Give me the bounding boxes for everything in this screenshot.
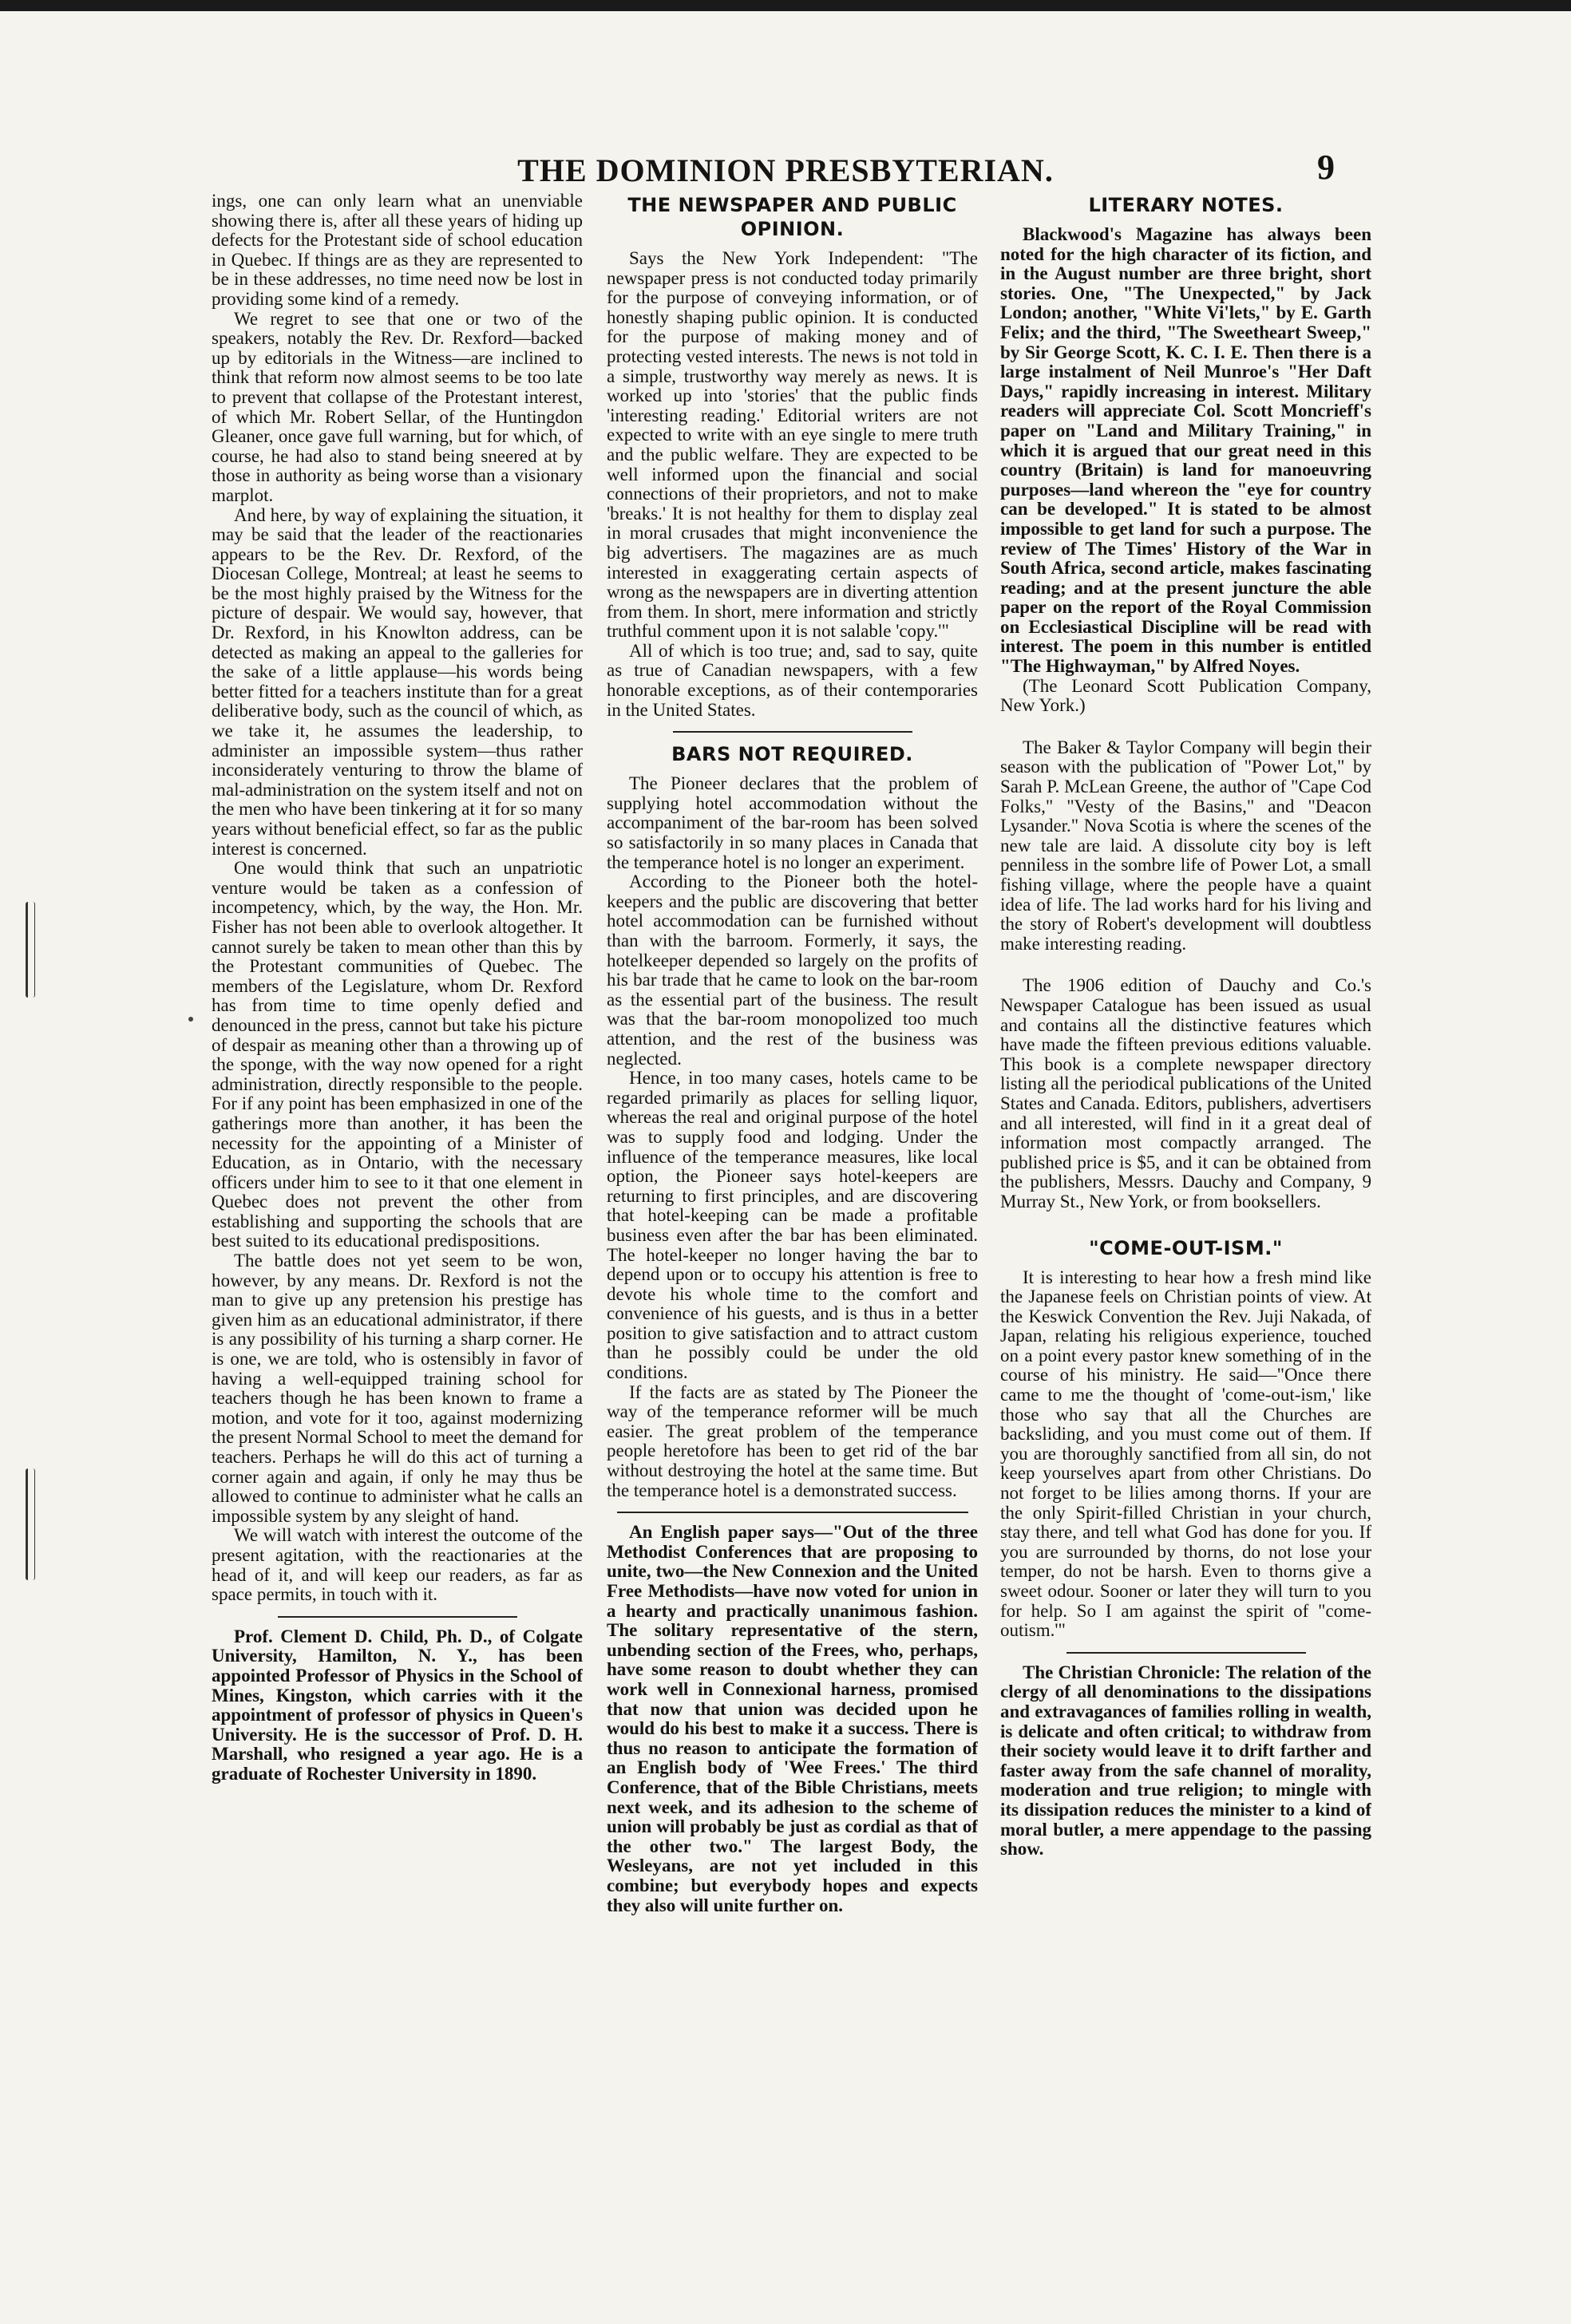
column-middle	[607, 192, 978, 2235]
section-rule	[278, 1616, 517, 1618]
column-left	[212, 192, 583, 2235]
paragraph: Says the New York Independent: "The newspaper press is not conducted today primarily for the purpose of conveying information, or of honestly shaping public opinion. It is conducted for the purpose of making money and of protecting vested interests. The news is not told in a simple, trustworthy way merely as news. It is worked up into 'stories' that the public finds 'interesting reading.' Editorial writers are not expected to write with an eye single to mere truth and the public welfare. They are expected to be well informed upon the financial and social connections of their proprietors, and not to make 'breaks.' It is not healthy for them to display zeal in moral crusades that might inconvenience the big advertisers. The magazines are as much interested in exaggerating certain aspects of wrong as the newspapers are in diverting attention from them. In short, mere information and strictly truthful comment upon it is not salable 'copy.'"	[607, 248, 978, 642]
paragraph: ings, one can only learn what an unenviable showing there is, after all these years of hiding up defects for the Protestant side of school education in Quebec. If things are as they are represented to be in these addresses, no time need now be lost in providing some kind of a remedy.	[212, 192, 583, 309]
paragraph: The battle does not yet seem to be won, however, by any means. Dr. Rexford is not the man to give up any pretension his prestige has given him as an educational administrator, if there is any possibility of his turning a sharp corner. He is one, we are told, who is ostensibly in favor of having a well-equipped training school for teachers though he has been known to frame a motion, and vote for it too, against modernizing the present Normal School to meet the demand for teachers. Perhaps he will do this act of turning a corner again and again, if only he may thus be allowed to continue to administer what he calls an impossible system by any sleight of hand.	[212, 1251, 583, 1526]
paragraph: Blackwood's Magazine has always been noted for the high character of its fiction, and in the August number are three bright, short stories. One, "The Unexpected," by Jack London; another, "White Vi'lets," by E. Garth Felix; and the third, "The Sweetheart Sweep," by Sir George Scott, K. C. I. E. Then there is a large instalment of Neil Munroe's "Her Daft Days," rapidly increasing in interest. Military readers will appreciate Col. Scott Moncrieff's paper on "Land and Military Training," in which it is argued that our great need in this country (Britain) is land for manoeuvring purposes—land whereon the "eye for country can be developed." It is stated to be almost impossible to get land for such a purpose. The review of The Times' History of the War in South Africa, second article, makes fascinating reading; and at the present juncture the able paper on the report of the Royal Commission on Ecclesiastical Discipline will be read with interest. The poem in this number is entitled "The Highwayman," by Alfred Noyes.	[1000, 224, 1371, 677]
column-right	[1000, 192, 1371, 2235]
section-rule	[617, 1512, 968, 1513]
article-heading: BARS NOT REQUIRED.	[671, 743, 913, 766]
article-heading: "COME-OUT-ISM."	[1089, 1236, 1283, 1259]
top-border	[0, 0, 1571, 11]
paragraph: It is interesting to hear how a fresh mind like the Japanese feels on Christian points of view. At the Keswick Convention the Rev. Juji Nakada, of Japan, relating his religious experience, touched on a point every pastor knew something of in the course of his ministry. He said—"Once there came to me the thought of 'come-out-ism,' like those who say that all the Churches are backsliding, and you must come out of them. If you are thoroughly sanctified from all sin, do not keep yourselves apart from other Christians. Do not forget to be lilies among thorns. If your are the only Spirit-filled Christian in your church, stay there, and tell what God has done for you. If you are surrounded by thorns, do not lose your temper, do not be harsh. Even to thorns give a sweet odour. Sooner or later they will turn to you for help. So I am against the spirit of "come-outism.'"	[1000, 1267, 1371, 1641]
news-item: An English paper says—"Out of the three Methodist Conferences that are proposing to unite, two—the New Connexion and the United Free Methodists—have now voted for union in a hearty and practically unanimous fashion. The solitary representative of the stern, unbending section of the Frees, who, perhaps, have some reason to doubt whether they can work well in Connexional harness, promised that now that union was decided upon he would do his best to make it a success. There is thus no reason to anticipate the formation of an English body of 'Wee Frees.' The third Conference, that of the Bible Christians, meets next week, and its adhesion to the scheme of union will probably be just as cordial as that of the other two." The largest Body, the Wesleyans, are not yet included in this combine; but everybody hopes and expects they also will unite further on.	[607, 1522, 978, 1915]
paragraph: According to the Pioneer both the hotel-keepers and the public are discovering that better hotel accommodation can be furnished without than with the barroom. Formerly, it says, the hotelkeeper depended so largely on the profits of his bar trade that he came to look on the bar-room as the essential part of the business. The result was that the bar-room monopolized too much attention, and the rest of the business was neglected.	[607, 872, 978, 1069]
paragraph: (The Leonard Scott Publication Company, New York.)	[1000, 675, 1371, 716]
spacer	[1000, 954, 1371, 976]
paragraph: We will watch with interest the outcome of the present agitation, with the reactionaries at the head of it, and will keep our readers, as far as space permits, in touch with it.	[212, 1525, 583, 1605]
paragraph: All of which is too true; and, sad to say, quite as true of Canadian newspapers, with a few honorable exceptions, as of their contemporaries in the United States.	[607, 640, 978, 720]
paragraph: The Baker & Taylor Company will begin their season with the publication of "Power Lot," by Sarah P. McLean Greene, the author of "Cape Cod Folks," "Vesty of the Basins," and "Deacon Lysander." Nova Scotia is where the scenes of the new tale are laid. A dissolute city boy is left penniless in the sombre life of Power Lot, a small fishing village, where the people have a quaint idea of life. The lad works hard for his living and the story of Robert's development will doubtless make interesting reading.	[1000, 737, 1371, 954]
spacer	[1000, 1212, 1371, 1235]
section-rule	[673, 731, 912, 733]
news-item: Prof. Clement D. Child, Ph. D., of Colgate University, Hamilton, N. Y., has been appointed Professor of Physics in the School of Mines, Kingston, which carries with it the appointment of professor of physics in Queen's University. He is the successor of Prof. D. H. Marshall, who resigned a year ago. He is a graduate of Rochester University in 1890.	[212, 1626, 583, 1784]
article-heading: THE NEWSPAPER AND PUBLIC OPINION.	[627, 194, 957, 240]
running-head: THE DOMINION PRESBYTERIAN.	[517, 152, 1054, 188]
paragraph: One would think that such an unpatriotic venture would be taken as a confession of incompetency, which, by the way, the Hon. Mr. Fisher has not been able to overlook altogether. It cannot surely be taken to mean other than this by the Protestant communities of Quebec. The members of the Legislature, whom Dr. Rexford has from time to time openly defied and denounced in the press, cannot but take his picture of despair as meaning other than a throwing up of the sponge, with the way now opened for a right administration, directly responsible to the people. For if any point has been emphasized in one of the gatherings more than another, it has been the necessity for the appointing of a Minister of Education, as in Ontario, with the necessary officers under him to see to it that one element in Quebec does not prevent the other from establishing and supporting the schools that are best suited to its educational predispositions.	[212, 858, 583, 1251]
binding-mark	[26, 902, 35, 998]
news-item: The Christian Chronicle: The relation of the clergy of all denominations to the dissipations and extravagances of families rolling in wealth, is delicate and often critical; to withdraw from their society would leave it to drift farther and faster away from the safe channel of morality, moderation and true religion; to mingle with its dissipation reduces the minister to a kind of moral butler, a mere appendage to the passing show.	[1000, 1662, 1371, 1860]
section-rule	[1066, 1652, 1306, 1654]
paragraph: The 1906 edition of Dauchy and Co.'s Newspaper Catalogue has been issued as usual and contains all the distinctive features which have made the fifteen previous editions valuable. This book is a complete newspaper directory listing all the periodical publications of the United States and Canada. Editors, publishers, advertisers and all interested, will find in it a great deal of information most compactly arranged. The published price is $5, and it can be obtained from the publishers, Messrs. Dauchy and Company, 9 Murray St., New York, or from booksellers.	[1000, 975, 1371, 1211]
margin-dot	[188, 1017, 193, 1022]
binding-mark	[26, 1468, 35, 1580]
spacer	[1000, 716, 1371, 738]
page-number: 9	[1317, 148, 1335, 187]
paragraph: Hence, in too many cases, hotels came to be regarded primarily as places for selling liquor, whereas the real and original purpose of the hotel was to supply food and lodging. Under the influence of the temperance measures, like local option, the Pioneer says hotel-keepers are returning to first principles, and are discovering that hotel-keeping can be made a profitable business even after the bar has been eliminated. The hotel-keeper no longer having the bar to depend upon or to occupy his attention is free to devote his whole time to the comfort and convenience of his guests, and is thus in a better position to give satisfaction and to attract custom than he possibly could be under the old conditions.	[607, 1068, 978, 1383]
paragraph: If the facts are as stated by The Pioneer the way of the temperance reformer will be much easier. The great problem of the temperance people heretofore has been to get rid of the bar without destroying the hotel at the same time. But the temperance hotel is a demonstrated success.	[607, 1381, 978, 1500]
article-heading: LITERARY NOTES.	[1088, 194, 1284, 216]
paragraph: We regret to see that one or two of the speakers, notably the Rev. Dr. Rexford—backed up by editorials in the Witness—are inclined to think that reform now almost seems to be too late to prevent that collapse of the Protestant interest, of which Mr. Robert Sellar, of the Huntingdon Gleaner, once gave full warning, but for which, of course, he had also to stand being sneered at by those in authority as being worse than a visionary marplot.	[212, 308, 583, 505]
paragraph: The Pioneer declares that the problem of supplying hotel accommodation without the accompaniment of the bar-room has been solved so satisfactorily in so many places in Canada that the temperance hotel is no longer an experiment.	[607, 773, 978, 872]
paragraph: And here, by way of explaining the situation, it may be said that the leader of the reactionaries appears to be the Rev. Dr. Rexford, of the Diocesan College, Montreal; at least he seems to be the most highly praised by the Witness for the picture of despair. We would say, however, that Dr. Rexford, in his Knowlton address, can be detected as making an appeal to the galleries for the sake of a little applause—his words being better fitted for a teachers institute than for a great deliberative body, such as the council of which, as we take it, he assumes the leadership, to administer an impossible system—thus rather inconsiderately venturing to throw the blame of mal-administration on the system itself and not on the men who have been tinkering at it for so many years without beneficial effect, so far as the public interest is concerned.	[212, 504, 583, 859]
